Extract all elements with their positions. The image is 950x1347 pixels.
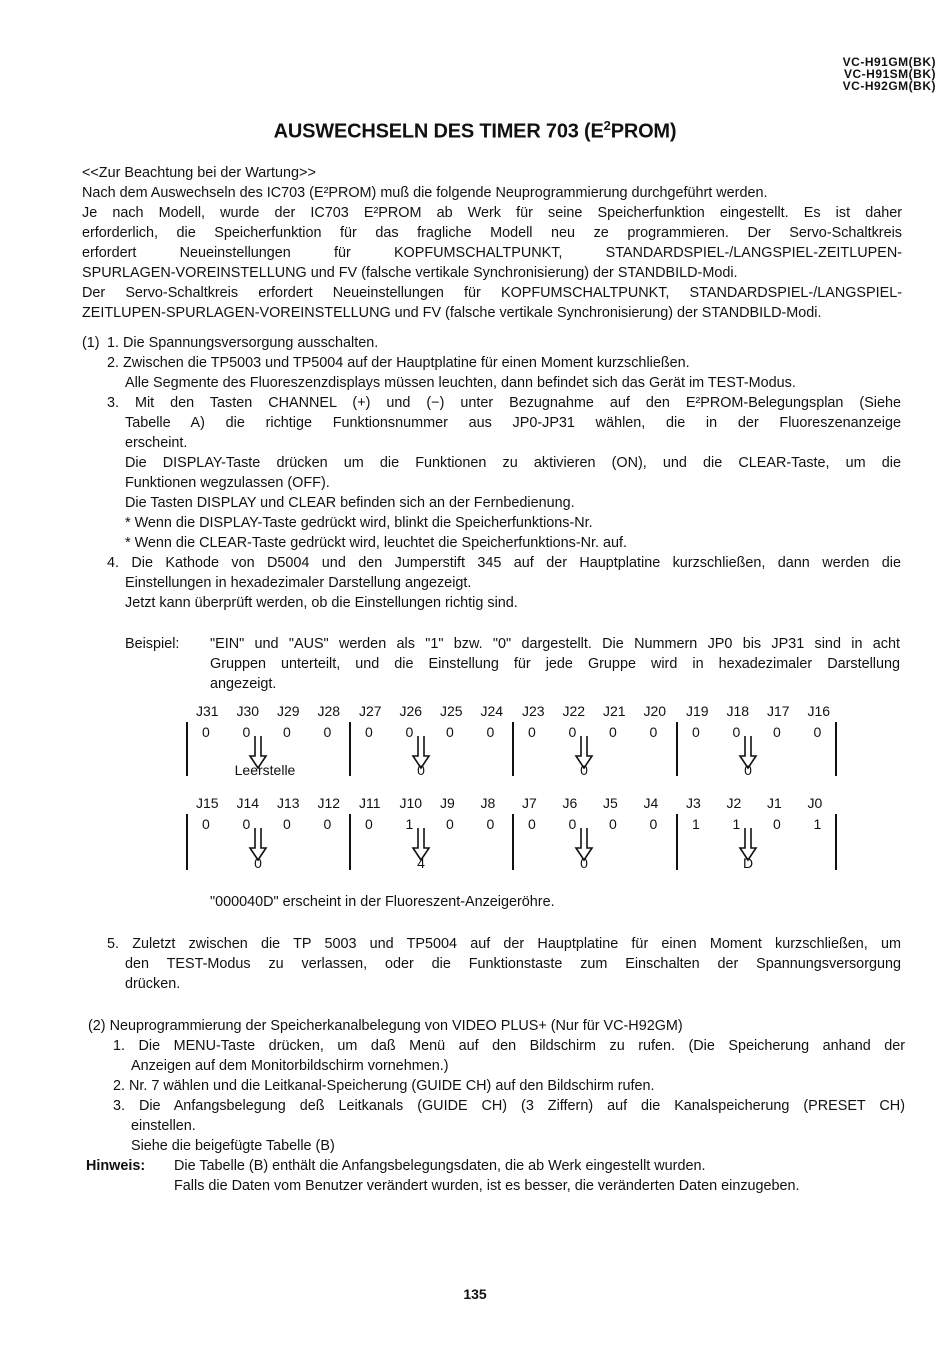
step4-text: Jetzt kann überprüft werden, ob die Einstellungen richtig sind. [125, 595, 518, 611]
lower-jumper-label: J8 [480, 795, 496, 811]
lower-hex-result: 0 [254, 855, 262, 871]
lower-jumper-value: 1 [813, 816, 822, 832]
lower-jumper-value: 0 [242, 816, 251, 832]
hint-label: Hinweis: [86, 1158, 146, 1174]
lower-jumper-label: J12 [317, 795, 341, 811]
intro-note: <<Zur Beachtung bei der Wartung>> [82, 165, 316, 181]
lower-jumper-value: 1 [405, 816, 414, 832]
title-superscript: 2 [603, 118, 611, 133]
upper-jumper-label: J25 [440, 703, 463, 719]
lower-group-divider [349, 814, 351, 870]
lower-jumper-label: J10 [399, 795, 423, 811]
page-number: 135 [463, 1286, 487, 1302]
upper-group-divider [835, 722, 837, 776]
upper-jumper-label: J23 [522, 703, 545, 719]
example-label: Beispiel: [125, 636, 180, 652]
intro-line: SPURLAGEN-VOREINSTELLUNG und FV (falsche vertikale Synchronisierung) der STANDBILD-Modi. [82, 265, 738, 281]
upper-jumper-value: 0 [773, 724, 781, 740]
lower-jumper-value: 0 [283, 816, 291, 832]
s2-step3-text: 3. Die Anfangsbelegung deß Leitkanals (GUIDE CH) (3 Ziffern) auf die Kanalspeicherung (PRESET CH) [113, 1098, 905, 1114]
lower-hex-result: 4 [417, 855, 425, 871]
upper-jumper-label: J26 [399, 703, 423, 719]
upper-group-divider [349, 722, 351, 776]
step5-text: drücken. [125, 976, 181, 992]
intro-line: erfordert Neueinstellungen für KOPFUMSCHALTPUNKT, STANDARDSPIEL-/LANGSPIEL-ZEITLUPEN- [82, 245, 902, 261]
title-end: PROM) [610, 120, 677, 143]
upper-jumper-label: J22 [562, 703, 586, 719]
lower-jumper-label: J3 [686, 795, 701, 811]
upper-jumper-label: J19 [686, 703, 709, 719]
upper-hex-result: 0 [417, 762, 425, 778]
step5-text: 5. Zuletzt zwischen die TP 5003 und TP5004 auf der Hauptplatine für einen Moment kurzschließen, um [107, 936, 901, 952]
intro-line: Nach dem Auswechseln des IC703 (E²PROM) muß die folgende Neuprogrammierung durchgeführt werden. [82, 185, 768, 201]
lower-jumper-label: J14 [236, 795, 260, 811]
lower-jumper-value: 1 [692, 816, 700, 832]
upper-group-divider [186, 722, 188, 776]
lower-jumper-label: J7 [522, 795, 537, 811]
model-3: VC-H92GM(BK) [842, 79, 936, 93]
s2-step3-text: Siehe die beigefügte Tabelle (B) [131, 1138, 335, 1154]
lower-jumper-label: J15 [196, 795, 219, 811]
intro-line: Der Servo-Schaltkreis erfordert Neueinstellungen für KOPFUMSCHALTPUNKT, STANDARDSPIEL-/LANGSPIEL- [82, 285, 902, 301]
model-1: VC-H91GM(BK) [842, 55, 936, 69]
section1-label: (1) [82, 335, 100, 351]
example-line: angezeigt. [210, 676, 277, 692]
step3-text: Funktionen wegzulassen (OFF). [125, 475, 330, 491]
lower-hex-result: 0 [580, 855, 588, 871]
lower-group-divider [835, 814, 837, 870]
step3-bullet: * Wenn die DISPLAY-Taste gedrückt wird, blinkt die Speicherfunktions-Nr. [125, 515, 593, 531]
intro-line: erforderlich, die Speicherfunktion für das fragliche Modell neu ze programmieren. Der Servo-Schaltkreis [82, 225, 902, 241]
lower-jumper-value: 0 [649, 816, 658, 832]
step3-text: Die DISPLAY-Taste drücken um die Funktionen zu aktivieren (ON), und die CLEAR-Taste, um die [125, 455, 901, 471]
hint-line: Die Tabelle (B) enthält die Anfangsbelegungsdaten, die ab Werk eingestellt wurden. [174, 1158, 706, 1174]
model-list [843, 56, 936, 92]
upper-jumper-value: 0 [365, 724, 373, 740]
s2-step2-text: 2. Nr. 7 wählen und die Leitkanal-Speicherung (GUIDE CH) auf den Bildschirm rufen. [113, 1078, 655, 1094]
lower-jumper-label: J0 [807, 795, 823, 811]
upper-jumper-label: J16 [807, 703, 831, 719]
hint-line: Falls die Daten vom Benutzer verändert wurden, ist es besser, die veränderten Daten einzugeben. [174, 1178, 800, 1194]
upper-hex-result: 0 [744, 762, 752, 778]
lower-jumper-value: 0 [486, 816, 495, 832]
model-2: VC-H91SM(BK) [843, 67, 936, 81]
lower-group-divider [186, 814, 188, 870]
upper-hex-result: Leerstelle [234, 762, 296, 778]
s2-step3-text: einstellen. [131, 1118, 196, 1134]
lower-jumper-value: 0 [446, 816, 454, 832]
upper-jumper-label: J27 [359, 703, 382, 719]
step3-text: 3. Mit den Tasten CHANNEL (+) und (−) unter Bezugnahme auf den E²PROM-Belegungsplan (Siehe [107, 395, 901, 411]
upper-jumper-label: J17 [767, 703, 790, 719]
step3-text: Tabelle A) die richtige Funktionsnummer aus JP0-JP31 wählen, die in der Fluoreszenanzeige [125, 415, 901, 431]
step3-text: Die Tasten DISPLAY und CLEAR befinden sich an der Fernbedienung. [125, 495, 575, 511]
step2-text: 2. Zwischen die TP5003 und TP5004 auf der Hauptplatine für einen Moment kurzschließen. [107, 355, 690, 371]
step2-text: Alle Segmente des Fluoreszenzdisplays müssen leuchten, dann befindet sich das Gerät im TEST-Modus. [125, 375, 796, 391]
section2-heading-text: (2) Neuprogrammierung der Speicherkanalbelegung von VIDEO PLUS+ (Nur für VC-H92GM) [88, 1018, 683, 1034]
upper-group-divider [512, 722, 514, 776]
lower-hex-result: D [742, 855, 754, 871]
intro-line: ZEITLUPEN-SPURLAGEN-VOREINSTELLUNG und FV (falsche vertikale Synchronisierung) der STANDBILD-Modi. [82, 305, 822, 321]
hint-block [174, 1156, 894, 1196]
step3-bullet: * Wenn die CLEAR-Taste gedrückt wird, leuchtet die Speicherfunktions-Nr. auf. [125, 535, 628, 551]
step5-block [107, 934, 901, 994]
upper-group-divider [676, 722, 678, 776]
example-line: "EIN" und "AUS" werden als "1" bzw. "0" dargestellt. Die Nummern JP0 bis JP31 sind in acht [210, 636, 900, 652]
lower-jumper-value: 1 [732, 816, 741, 832]
lower-jumper-label: J9 [440, 795, 455, 811]
upper-jumper-value: 0 [283, 724, 291, 740]
upper-jumper-label: J31 [196, 703, 219, 719]
lower-jumper-label: J6 [562, 795, 578, 811]
upper-jumper-value: 0 [609, 724, 617, 740]
section2-steps [113, 1036, 905, 1156]
lower-group-divider [676, 814, 678, 870]
upper-jumper-value: 0 [568, 724, 577, 740]
s2-step1-text: Anzeigen auf dem Monitorbildschirm vornehmen.) [131, 1058, 449, 1074]
step3-text: erscheint. [125, 435, 188, 451]
intro-block [82, 163, 902, 323]
step5-text: den TEST-Modus zu verlassen, oder die Funktionstaste zum Einschalten der Spannungsversorgung [125, 956, 901, 972]
upper-jumper-value: 0 [732, 724, 741, 740]
upper-jumper-value: 0 [202, 724, 210, 740]
lower-jumper-value: 0 [528, 816, 536, 832]
upper-hex-result: 0 [580, 762, 588, 778]
upper-jumper-value: 0 [405, 724, 414, 740]
upper-jumper-value: 0 [242, 724, 251, 740]
section1-steps [107, 333, 901, 613]
upper-jumper-value: 0 [323, 724, 332, 740]
lower-jumper-label: J2 [726, 795, 742, 811]
step4-text: 4. Die Kathode von D5004 und den Jumperstift 345 auf der Hauptplatine kurzschließen, dann werden die [107, 555, 901, 571]
lower-group-divider [512, 814, 514, 870]
upper-jumper-label: J28 [317, 703, 341, 719]
lower-jumper-label: J4 [643, 795, 659, 811]
section2-heading [88, 1016, 900, 1036]
upper-jumper-value: 0 [649, 724, 658, 740]
upper-jumper-value: 0 [528, 724, 536, 740]
lower-jumper-label: J1 [767, 795, 782, 811]
page-title [0, 118, 950, 144]
lower-jumper-value: 0 [568, 816, 577, 832]
step1-text: 1. Die Spannungsversorgung ausschalten. [107, 335, 379, 351]
upper-jumper-label: J18 [726, 703, 750, 719]
upper-jumper-label: J20 [643, 703, 667, 719]
example-text [210, 634, 900, 694]
lower-jumper-value: 0 [365, 816, 373, 832]
title-main: AUSWECHSELN DES TIMER 703 (E [273, 120, 604, 143]
lower-jumper-label: J13 [277, 795, 300, 811]
lower-jumper-label: J5 [603, 795, 618, 811]
lower-jumper-value: 0 [773, 816, 781, 832]
lower-jumper-value: 0 [202, 816, 210, 832]
upper-jumper-label: J24 [480, 703, 504, 719]
upper-jumper-label: J21 [603, 703, 626, 719]
result-text: "000040D" erscheint in der Fluoreszent-Anzeigeröhre. [210, 894, 555, 910]
lower-jumper-value: 0 [609, 816, 617, 832]
lower-jumper-label: J11 [359, 795, 381, 811]
upper-jumper-label: J30 [236, 703, 260, 719]
intro-line: Je nach Modell, wurde der IC703 E²PROM ab Werk für seine Speicherfunktion eingestellt. Es ist daher [82, 205, 902, 221]
lower-jumper-value: 0 [323, 816, 332, 832]
step4-text: Einstellungen in hexadezimaler Darstellung angezeigt. [125, 575, 472, 591]
s2-step1-text: 1. Die MENU-Taste drücken, um daß Menü auf den Bildschirm zu rufen. (Die Speicherung anhand der [113, 1038, 905, 1054]
upper-jumper-value: 0 [813, 724, 822, 740]
example-line: Gruppen unterteilt, und die Einstellung für jede Gruppe wird in hexadezimaler Darstellung [210, 656, 900, 672]
upper-jumper-value: 0 [486, 724, 495, 740]
upper-jumper-value: 0 [446, 724, 454, 740]
upper-jumper-value: 0 [692, 724, 700, 740]
upper-jumper-label: J29 [277, 703, 300, 719]
